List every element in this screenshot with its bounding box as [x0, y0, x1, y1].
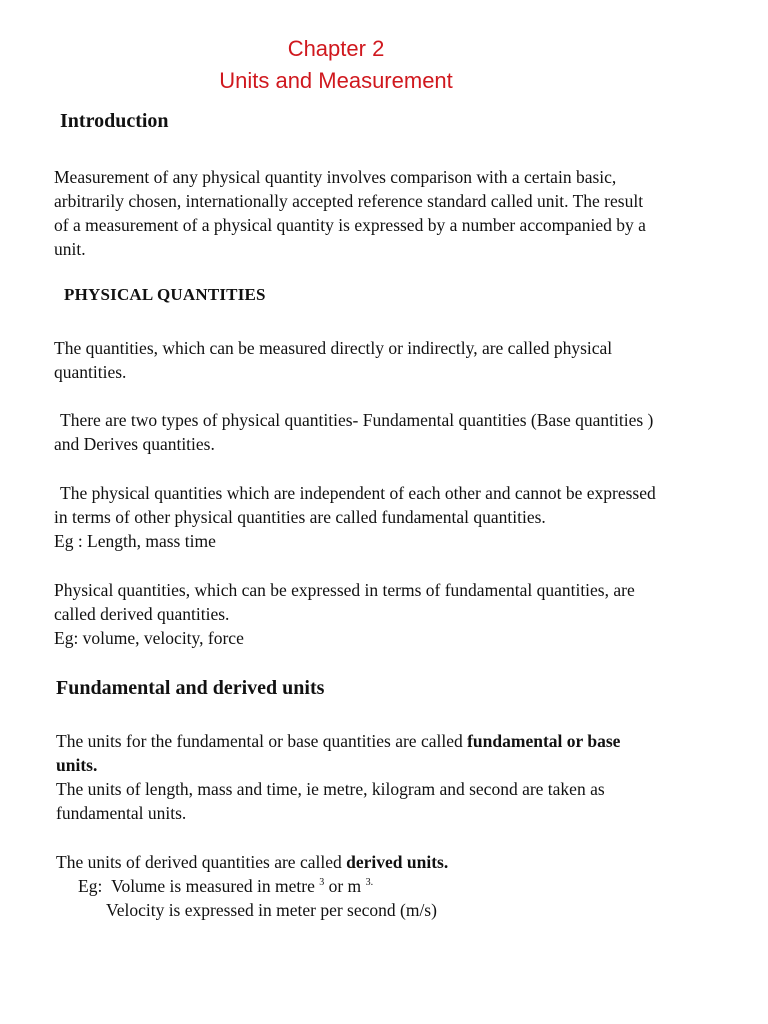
paragraph-line: The physical quantities which are independent of each other and cannot be expressed	[60, 483, 656, 503]
derived-units-text: The units of derived quantities are called	[56, 852, 347, 872]
chapter-number: Chapter 2	[287, 36, 385, 61]
paragraph-line: and Derives quantities.	[54, 434, 215, 454]
base-units-paragraph	[56, 729, 620, 825]
chapter-name: Units and Measurement	[219, 68, 453, 93]
derived-units-term: derived units.	[346, 852, 449, 872]
paragraph-line: in terms of other physical quantities are called fundamental quantities.	[54, 507, 546, 527]
superscript: 3	[319, 877, 325, 888]
volume-or: or m	[324, 876, 366, 896]
paragraph-line	[56, 753, 620, 777]
paragraph-line: arbitrarily chosen, internationally accepted reference standard called unit. The result	[54, 191, 644, 211]
fundamental-quantities-paragraph	[54, 481, 656, 553]
eg-label: Eg:	[78, 876, 103, 896]
paragraph-line: The quantities, which can be measured directly or indirectly, are called physical	[54, 338, 613, 358]
paragraph-line	[56, 850, 448, 874]
paragraph-line: There are two types of physical quantities- Fundamental quantities (Base quantities )	[60, 410, 654, 430]
physical-quantities-definition	[54, 336, 612, 384]
paragraph-line: The units of length, mass and time, ie metre, kilogram and second are taken as	[56, 779, 605, 799]
paragraph-line: Eg: volume, velocity, force	[54, 628, 244, 648]
superscript: 3.	[365, 877, 374, 888]
paragraph-line	[56, 729, 620, 753]
paragraph-line: unit.	[54, 239, 86, 259]
physical-quantities-types	[54, 408, 653, 456]
base-units-term: fundamental or base	[467, 731, 621, 751]
introduction-heading: Introduction	[60, 110, 169, 132]
paragraph-line: Physical quantities, which can be expressed in terms of fundamental quantities, are	[54, 580, 635, 600]
paragraph-line: of a measurement of a physical quantity is expressed by a number accompanied by a	[54, 215, 646, 235]
derived-quantities-paragraph	[54, 578, 635, 650]
base-units-term-end: units.	[56, 755, 98, 775]
physical-quantities-heading: PHYSICAL QUANTITIES	[64, 285, 266, 304]
derived-units-paragraph	[56, 850, 448, 922]
paragraph-line: Measurement of any physical quantity involves comparison with a certain basic,	[54, 167, 617, 187]
paragraph-line: Eg : Length, mass time	[54, 531, 216, 551]
velocity-example-line: Velocity is expressed in meter per second (m/s)	[106, 900, 437, 920]
volume-example-line	[56, 874, 448, 898]
base-units-text: The units for the fundamental or base quantities are called	[56, 731, 468, 751]
paragraph-line: called derived quantities.	[54, 604, 230, 624]
paragraph-line: fundamental units.	[56, 803, 187, 823]
chapter-title	[0, 33, 672, 97]
units-heading: Fundamental and derived units	[56, 677, 325, 699]
paragraph-line: quantities.	[54, 362, 127, 382]
introduction-paragraph	[54, 165, 646, 261]
volume-text: Volume is measured in metre	[111, 876, 315, 896]
